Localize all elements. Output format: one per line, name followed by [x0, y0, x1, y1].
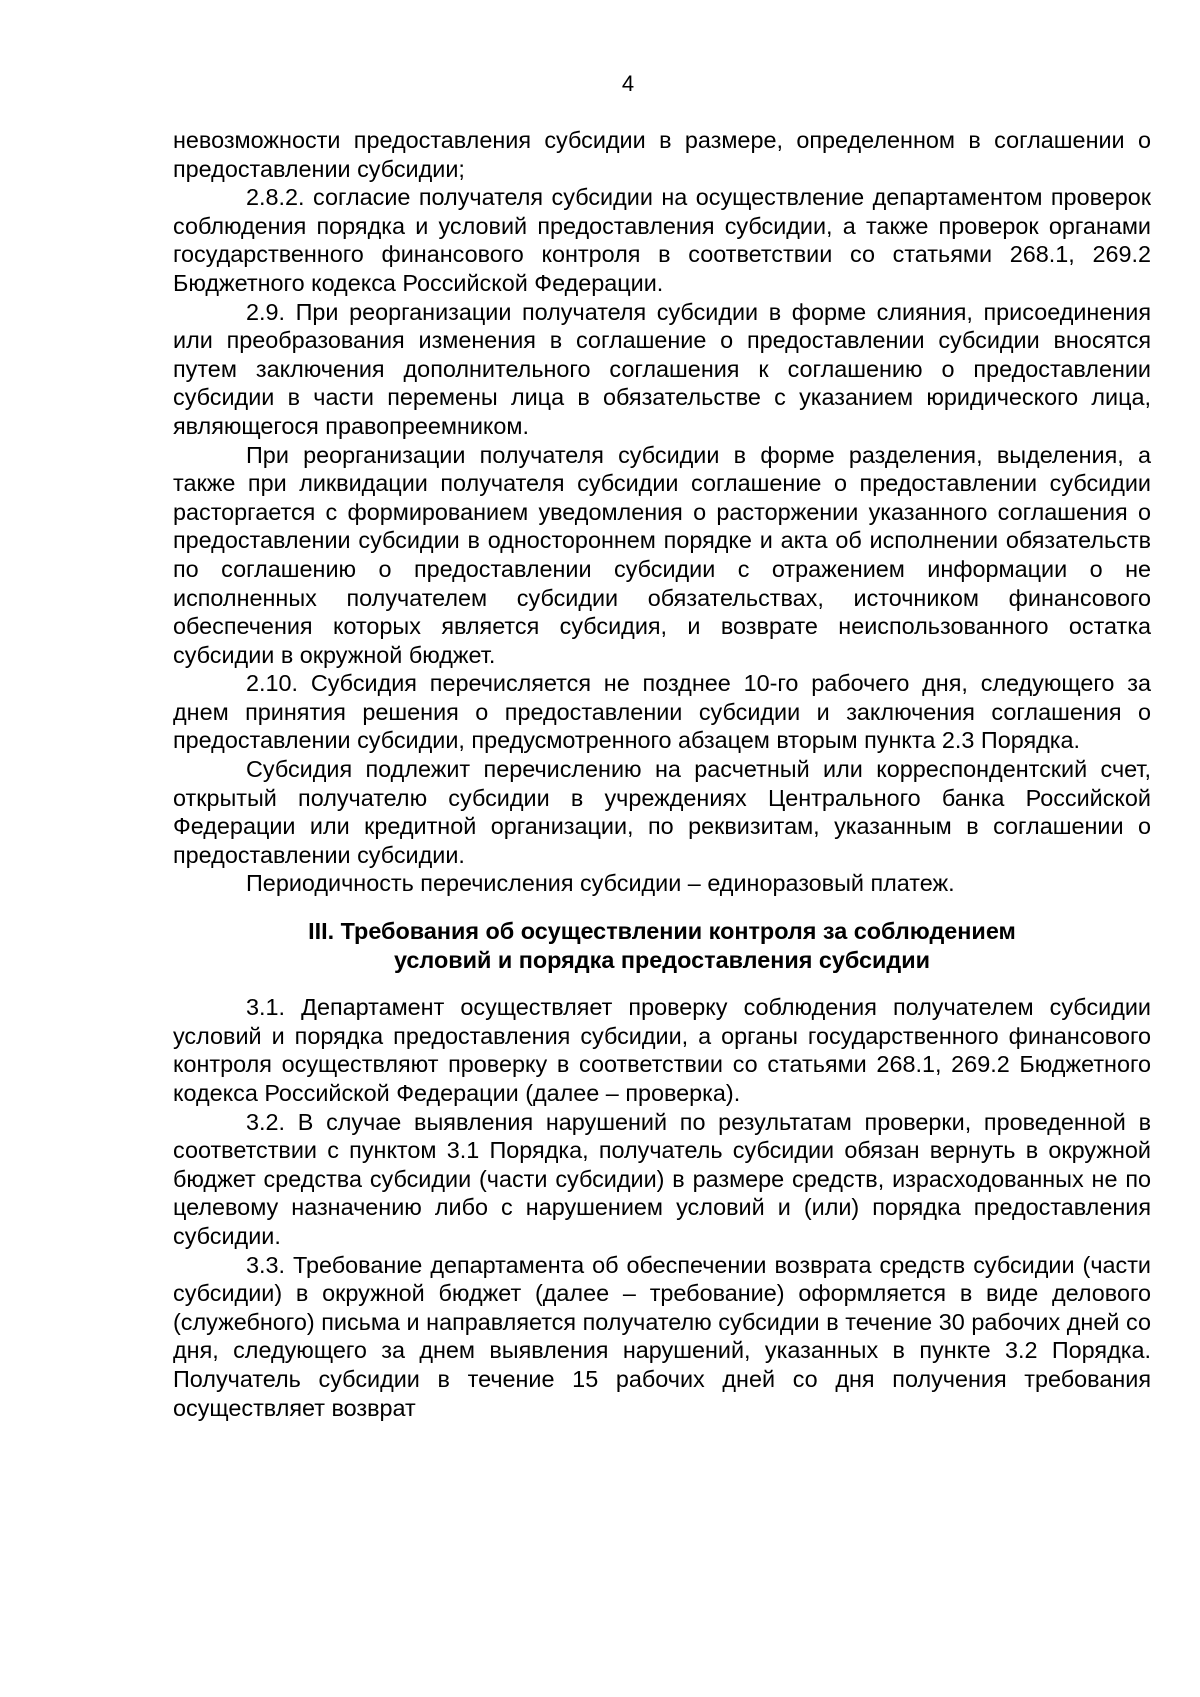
- paragraph-continuation: невозможности предоставления субсидии в размере, определенном в соглашении о предоставлении субсидии;: [173, 127, 1151, 182]
- paragraph-3-1: 3.1. Департамент осуществляет проверку соблюдения получателем субсидии условий и порядка предоставления субсидии, а органы государственного финансового контроля осуществляют проверку в соответствии со статьями 268.1, 269.2 Бюджетного кодекса Российской Федерации (далее – проверка).: [173, 994, 1151, 1106]
- section-heading-line-1: III. Требования об осуществлении контроля за соблюдением: [308, 918, 1016, 945]
- section-heading-line-2: условий и порядка предоставления субсидии: [393, 946, 931, 973]
- paragraph-3-3: 3.3. Требование департамента об обеспечении возврата средств субсидии (части субсидии) в окружной бюджет (далее – требование) оформляется в виде делового (служебного) письма и направляется получателю субсидии в течение 30 рабочих дней со дня, следующего за днем выявления нарушений, указанных в пункте 3.2 Порядка. Получатель субсидии в течение 15 рабочих дней со дня получения требования осуществляет возврат: [173, 1251, 1151, 1421]
- paragraph-2-9: 2.9. При реорганизации получателя субсидии в форме слияния, присоединения или преобразования изменения в соглашение о предоставлении субсидии вносятся путем заключения дополнительного соглашения к соглашению о предоставлении субсидии в части перемены лица в обязательстве с указанием юридического лица, являющегося правопреемником.: [173, 298, 1151, 439]
- paragraph-2-8-2: 2.8.2. согласие получателя субсидии на осуществление департаментом проверок соблюдения порядка и условий предоставления субсидии, а также проверок органами государственного финансового контроля в соответствии со статьями 268.1, 269.2 Бюджетного кодекса Российской Федерации.: [173, 184, 1151, 296]
- paragraph-2-10: 2.10. Субсидия перечисляется не позднее 10-го рабочего дня, следующего за днем принятия решения о предоставлении субсидии и заключения соглашения о предоставлении субсидии, предусмотренного абзацем вторым пункта 2.3 Порядка.: [173, 670, 1151, 754]
- paragraph-2-10-account: Субсидия подлежит перечислению на расчетный или корреспондентский счет, открытый получателю субсидии в учреждениях Центрального банка Российской Федерации или кредитной организации, по реквизитам, указанным в соглашении о предоставлении субсидии.: [173, 756, 1151, 868]
- page-number: 4: [621, 71, 635, 96]
- paragraph-2-9-reorganization: При реорганизации получателя субсидии в форме разделения, выделения, а также при ликвидации получателя субсидии соглашение о предоставлении субсидии расторгается с формированием уведомления о расторжении указанного соглашения о предоставлении субсидии в одностороннем порядке и акта об исполнении обязательств по соглашению о предоставлении субсидии с отражением информации о не исполненных получателем субсидии обязательствах, источником финансового обеспечения которых является субсидия, и возврате неиспользованного остатка субсидии в окружной бюджет.: [173, 441, 1151, 668]
- paragraph-3-2: 3.2. В случае выявления нарушений по результатам проверки, проведенной в соответствии с пунктом 3.1 Порядка, получатель субсидии обязан вернуть в окружной бюджет средства субсидии (части субсидии) в размере средств, израсходованных не по целевому назначению либо с нарушением условий и (или) порядка предоставления субсидии.: [173, 1108, 1151, 1249]
- document-body: [173, 126, 1151, 1422]
- section-heading: [173, 917, 1151, 974]
- paragraph-2-10-periodicity: Периодичность перечисления субсидии – единоразовый платеж.: [246, 870, 955, 897]
